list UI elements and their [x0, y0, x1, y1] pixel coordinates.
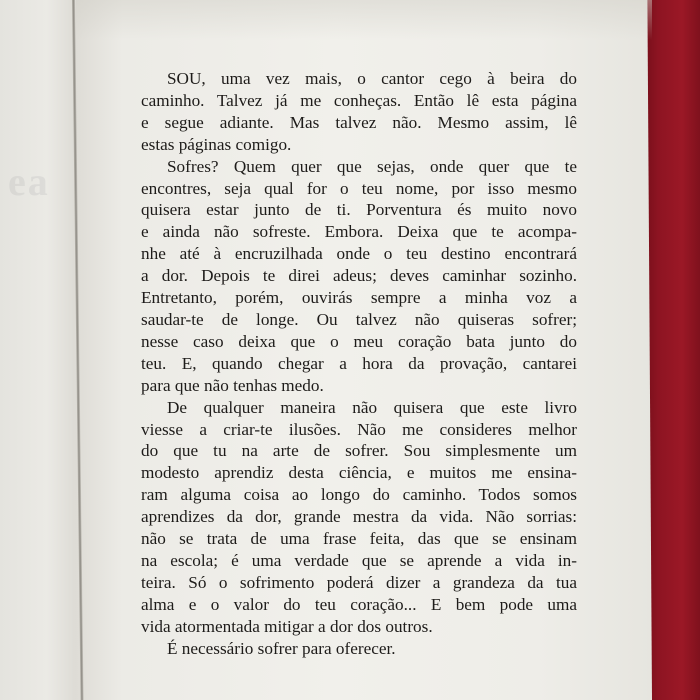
page-body-text: [141, 68, 577, 659]
text-line: modesto aprendiz desta ciência, e muitos me ensina-: [141, 463, 577, 483]
text-line: do que tu na arte de sofrer. Sou simplesmente um: [141, 441, 577, 461]
text-line: vida atormentada mitigar a dor dos outros.: [141, 616, 433, 636]
text-line: nesse caso deixa que o meu coração bata junto do: [141, 331, 577, 351]
text-line: estas páginas comigo.: [141, 134, 292, 154]
text-line: alma e o valor do teu coração... E bem pode uma: [141, 594, 577, 614]
left-page-bleed-text: ea: [8, 159, 50, 204]
text-line: e ainda não sofreste. Embora. Deixa que te acompa-: [141, 222, 577, 242]
text-line: na escola; é uma verdade que se aprende a vida in-: [141, 550, 577, 570]
text-line: para que não tenhas medo.: [141, 375, 324, 395]
text-line: a dor. Depois te direi adeus; deves caminhar sozinho.: [141, 266, 577, 286]
text-line: Entretanto, porém, ouvirás sempre a minha voz a: [141, 288, 577, 308]
page-top-shadow: [76, 0, 652, 40]
text-line: não se trata de uma frase feita, das que se ensinam: [141, 529, 577, 549]
text-line: Sofres? Quem quer que sejas, onde quer que te: [167, 156, 577, 176]
text-line: caminho. Talvez já me conheças. Então lê esta página: [141, 90, 577, 110]
text-line: aprendizes da dor, grande mestra da vida. Não sorrias:: [141, 507, 577, 527]
text-line: encontres, seja qual for o teu nome, por isso mesmo: [141, 178, 577, 198]
text-line: De qualquer maneira não quisera que este livro: [167, 397, 577, 417]
text-line: e segue adiante. Mas talvez não. Mesmo assim, lê: [141, 112, 577, 132]
text-line: teira. Só o sofrimento poderá dizer a grandeza da tua: [141, 572, 577, 592]
text-line: nhe até à encruzilhada onde o teu destino encontrará: [141, 244, 577, 264]
text-line: ram alguma coisa ao longo do caminho. Todos somos: [141, 485, 577, 505]
text-line: saudar-te de longe. Ou talvez não quiseras sofrer;: [141, 309, 577, 329]
text-line: teu. E, quando chegar a hora da provação, cantarei: [141, 353, 577, 373]
left-page: [0, 0, 78, 700]
text-line: viesse a criar-te ilusões. Não me consideres melhor: [141, 419, 577, 439]
text-line: quisera estar junto de ti. Porventura és muito novo: [141, 200, 577, 220]
text-line: SOU, uma vez mais, o cantor cego à beira do: [167, 69, 577, 88]
text-line: É necessário sofrer para oferecer.: [167, 638, 396, 658]
